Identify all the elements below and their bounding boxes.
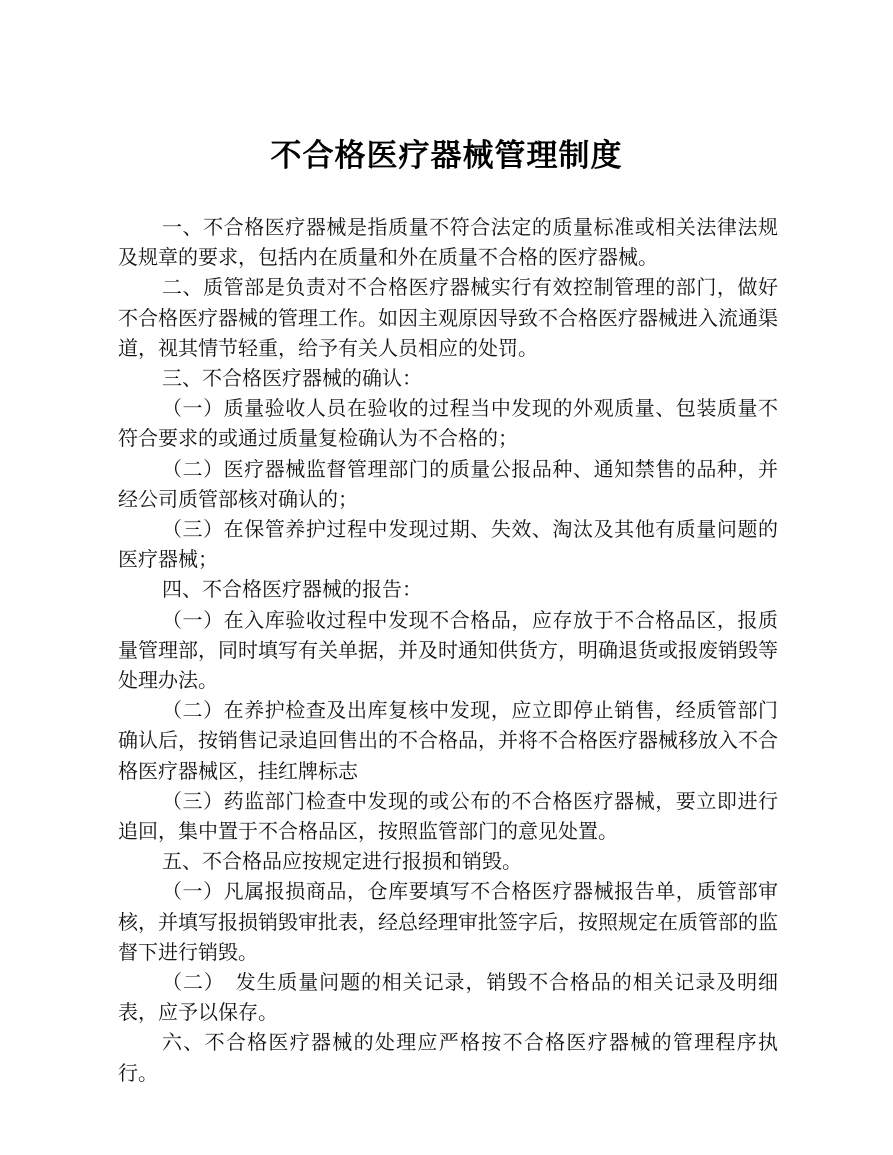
paragraph-5-item-1: （一）凡属报损商品，仓库要填写不合格医疗器械报告单，质管部审核，并填写报损销毁审批表，经总经理审批签字后，按照规定在质管部的监督下进行销毁。 bbox=[118, 879, 778, 964]
document-title: 不合格医疗器械管理制度 bbox=[270, 138, 623, 174]
paragraph-4-item-2: （二）在养护检查及出库复核中发现，应立即停止销售，经质管部门确认后，按销售记录追回售出的不合格品，并将不合格医疗器械移放入不合格医疗器械区，挂红牌标志 bbox=[118, 698, 778, 783]
paragraph-3-confirmation-heading: 三、不合格医疗器械的确认： bbox=[162, 366, 422, 391]
paragraph-1-definition: 一、不合格医疗器械是指质量不符合法定的质量标准或相关法律法规及规章的要求，包括内在质量和外在质量不合格的医疗器械。 bbox=[118, 215, 778, 270]
document-body bbox=[118, 212, 778, 1088]
paragraph-6-execution: 六、不合格医疗器械的处理应严格按不合格医疗器械的管理程序执行。 bbox=[118, 1030, 778, 1085]
paragraph-2-responsibility: 二、质管部是负责对不合格医疗器械实行有效控制管理的部门，做好不合格医疗器械的管理工作。如因主观原因导致不合格医疗器械进入流通渠道，视其情节轻重，给予有关人员相应的处罚。 bbox=[118, 275, 778, 360]
paragraph-3-item-3: （三）在保管养护过程中发现过期、失效、淘汰及其他有质量问题的医疗器械； bbox=[118, 517, 778, 572]
paragraph-5-item-2: （二） 发生质量问题的相关记录，销毁不合格品的相关记录及明细表，应予以保存。 bbox=[118, 970, 778, 1025]
paragraph-4-item-1: （一）在入库验收过程中发现不合格品，应存放于不合格品区，报质量管理部，同时填写有关单据，并及时通知供货方，明确退货或报废销毁等处理办法。 bbox=[118, 607, 778, 693]
paragraph-3-item-1: （一）质量验收人员在验收的过程当中发现的外观质量、包装质量不符合要求的或通过质量复检确认为不合格的； bbox=[118, 396, 778, 451]
paragraph-4-item-3: （三）药监部门检查中发现的或公布的不合格医疗器械，要立即进行追回，集中置于不合格品区，按照监管部门的意见处置。 bbox=[118, 788, 778, 844]
paragraph-4-report-heading: 四、不合格医疗器械的报告： bbox=[162, 577, 422, 602]
paragraph-5-disposal-heading: 五、不合格品应按规定进行报损和销毁。 bbox=[162, 849, 522, 874]
paragraph-3-item-2: （二）医疗器械监督管理部门的质量公报品种、通知禁售的品种，并经公司质管部核对确认的； bbox=[118, 456, 778, 511]
